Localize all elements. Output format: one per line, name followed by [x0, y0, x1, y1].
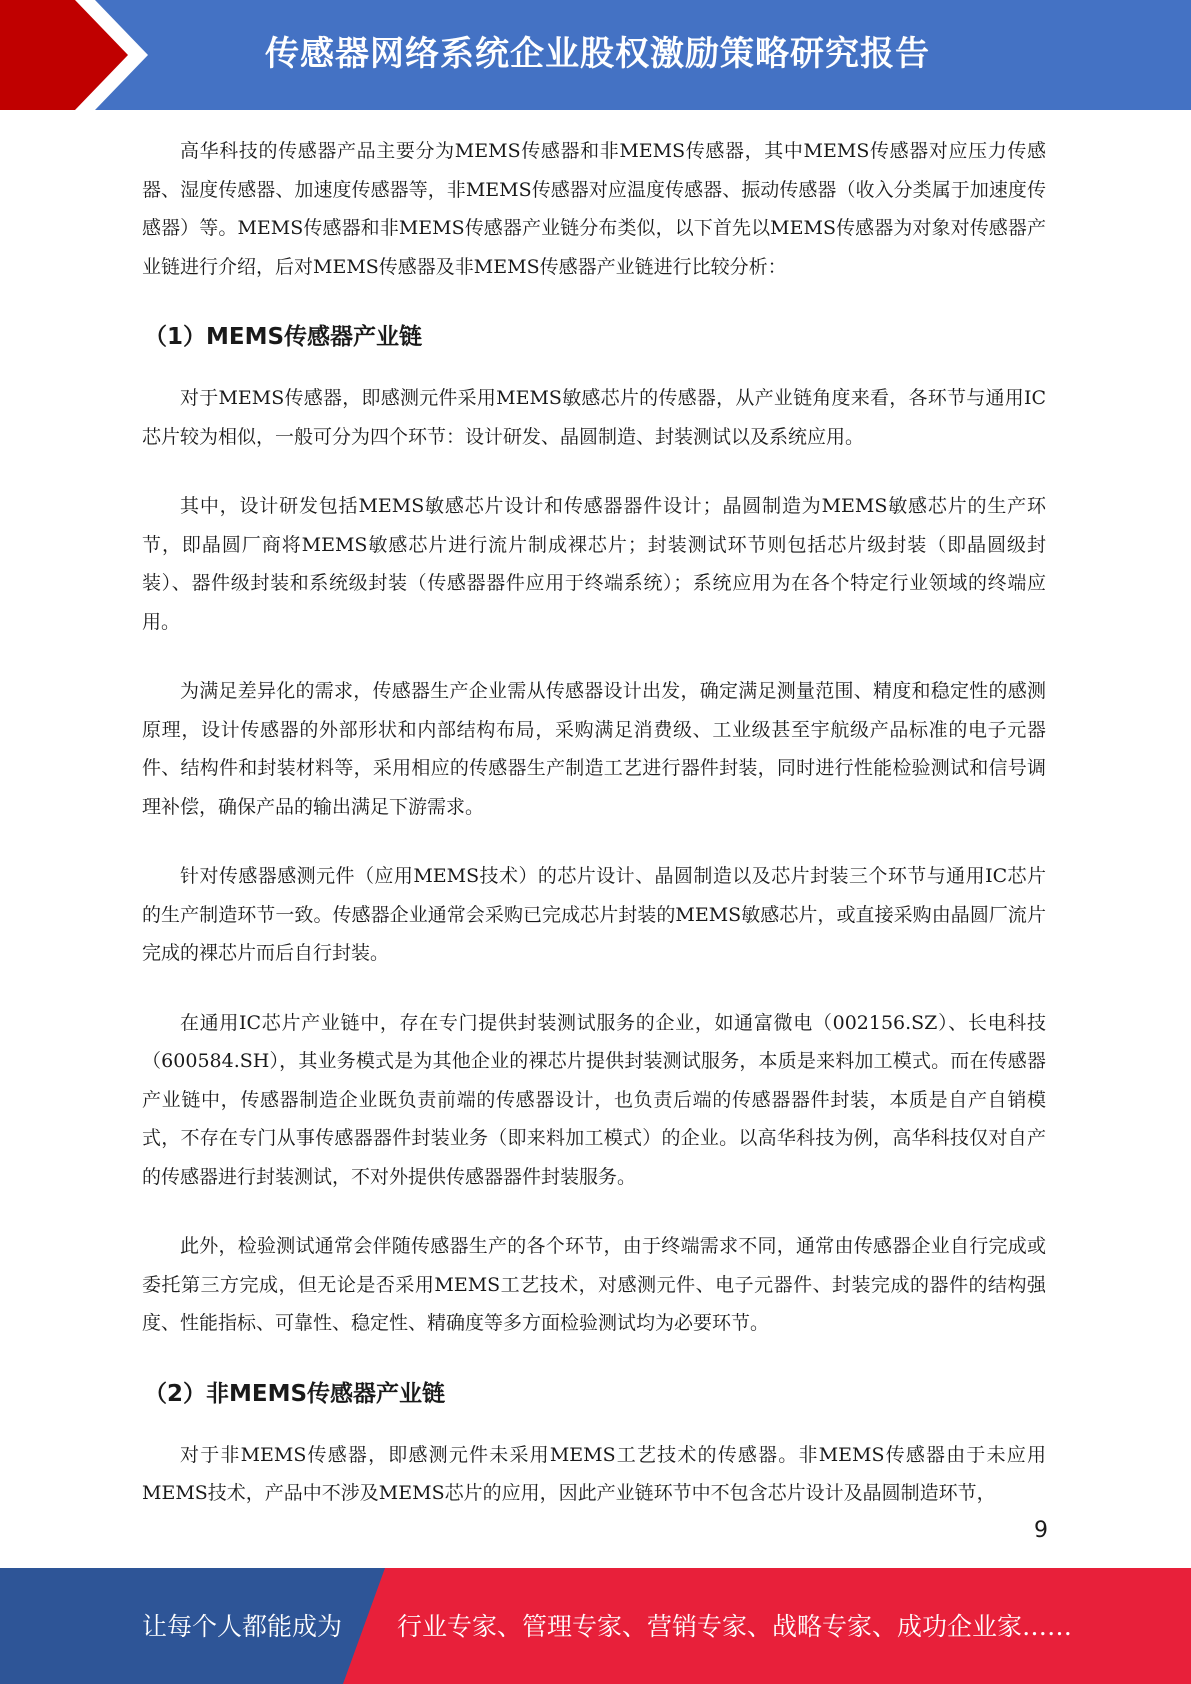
- section-heading-mems: （1）MEMS传感器产业链: [144, 324, 423, 350]
- paragraph-differentiated-demand: 为满足差异化的需求，传感器生产企业需从传感器设计出发，确定满足测量范围、精度和稳定性的感测原理，设计传感器的外部形状和内部结构布局，采购满足消费级、工业级甚至宇航级产品标准的电子元器件、结构件和封装材料等，采用相应的传感器生产制造工艺进行器件封装，同时进行性能检验测试和信号调理补偿，确保产品的输出满足下游需求。: [142, 680, 1046, 818]
- section-heading-non-mems: （2）非MEMS传感器产业链: [144, 1380, 446, 1407]
- paragraph-intro: 高华科技的传感器产品主要分为MEMS传感器和非MEMS传感器，其中MEMS传感器对应压力传感器、湿度传感器、加速度传感器等，非MEMS传感器对应温度传感器、振动传感器（收入分类属于加速度传感器）等。MEMS传感器和非MEMS传感器产业链分布类似，以下首先以MEMS传感器为对象对传感器产业链进行介绍，后对MEMS传感器及非MEMS传感器产业链进行比较分析：: [142, 140, 1046, 278]
- paragraph-mems-overview: 对于MEMS传感器，即感测元件采用MEMS敏感芯片的传感器，从产业链角度来看，各环节与通用IC芯片较为相似，一般可分为四个环节：设计研发、晶圆制造、封装测试以及系统应用。: [142, 387, 1046, 448]
- paragraph-testing: 此外，检验测试通常会伴随传感器生产的各个环节，由于终端需求不同，通常由传感器企业自行完成或委托第三方完成，但无论是否采用MEMS工艺技术，对感测元件、电子元器件、封装完成的器件的结构强度、性能指标、可靠性、稳定性、精确度等多方面检验测试均为必要环节。: [142, 1235, 1046, 1334]
- page-number: 9: [1034, 1518, 1048, 1543]
- paragraph-ic-packaging: 在通用IC芯片产业链中，存在专门提供封装测试服务的企业，如通富微电（002156.SZ）、长电科技（600584.SH），其业务模式是为其他企业的裸芯片提供封装测试服务，本质是来料加工模式。而在传感器产业链中，传感器制造企业既负责前端的传感器设计，也负责后端的传感器器件封装，本质是自产自销模式，不存在专门从事传感器器件封装业务（即来料加工模式）的企业。以高华科技为例，高华科技仅对自产的传感器进行封装测试，不对外提供传感器器件封装服务。: [142, 1011, 1046, 1188]
- paragraph-non-mems: 对于非MEMS传感器，即感测元件未采用MEMS工艺技术的传感器。非MEMS传感器由于未应用MEMS技术，产品中不涉及MEMS芯片的应用，因此产业链环节中不包含芯片设计及晶圆制造环节，: [142, 1443, 1046, 1504]
- paragraph-chip-process: 针对传感器感测元件（应用MEMS技术）的芯片设计、晶圆制造以及芯片封装三个环节与通用IC芯片的生产制造环节一致。传感器企业通常会采购已完成芯片封装的MEMS敏感芯片，或直接采购由晶圆厂流片完成的裸芯片而后自行封装。: [142, 865, 1046, 964]
- footer-slogan-right: 行业专家、管理专家、营销专家、战略专家、成功企业家……: [397, 1612, 1073, 1641]
- report-title: 传感器网络系统企业股权激励策略研究报告: [265, 34, 930, 74]
- page-footer: [0, 1568, 1191, 1684]
- paragraph-mems-stages: 其中，设计研发包括MEMS敏感芯片设计和传感器器件设计；晶圆制造为MEMS敏感芯片的生产环节，即晶圆厂商将MEMS敏感芯片进行流片制成裸芯片；封装测试环节则包括芯片级封装（即晶圆级封装）、器件级封装和系统级封装（传感器器件应用于终端系统）；系统应用为在各个特定行业领域的终端应用。: [142, 495, 1046, 633]
- footer-slogan-left: 让每个人都能成为: [142, 1612, 343, 1641]
- page-header: [0, 0, 1191, 110]
- document-body: [142, 132, 1046, 1544]
